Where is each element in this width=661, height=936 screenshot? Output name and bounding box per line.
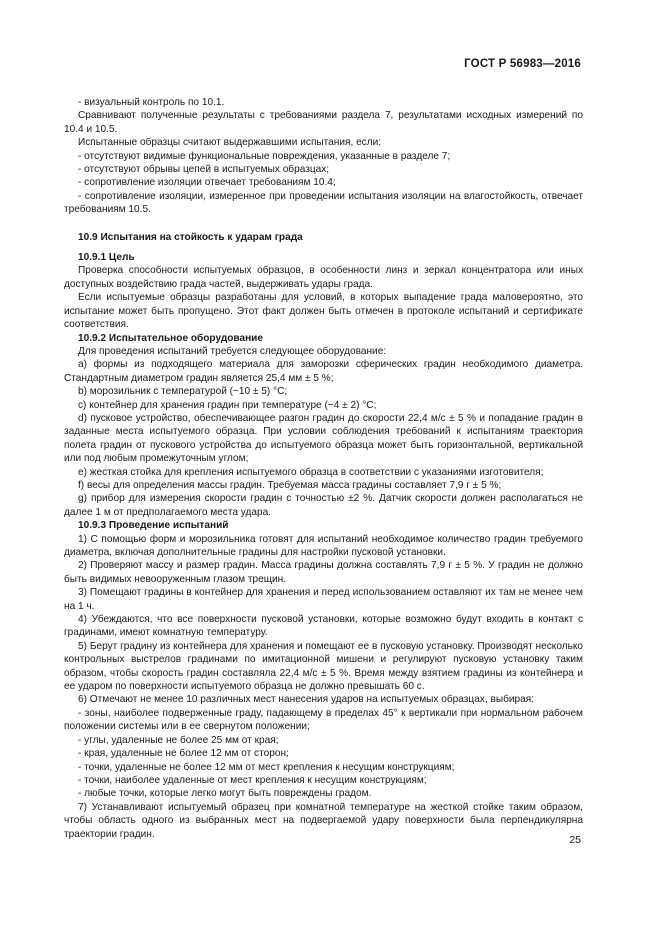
list-item: - зоны, наиболее подверженные граду, падающему в пределах 45° к вертикали при нормальном рабочем положении системы или в ее свернутом положении; [64,707,583,733]
subsection-heading: 10.9.2 Испытательное оборудование [78,332,263,344]
list-item: e) жесткая стойка для крепления испытуемого образца в соответствии с указаниями изготовителя; [78,466,544,478]
list-item: - любые точки, которые легко могут быть повреждены градом. [78,788,372,800]
list-item: - сопротивление изоляции, измеренное при проведении испытания изоляции на влагостойкость, отвечает требованиям 10.5. [64,190,583,216]
list-item: 7) Устанавливают испытуемый образец при комнатной температуре на жесткой стойке таким образом, чтобы область одного из выбранных мест на подвергаемой удару поверхности была перпендикулярна траектории градин. [64,801,583,840]
paragraph: Если испытуемые образцы разработаны для условий, в которых выпадение града маловероятно, это испытание может быть пропущено. Этот факт должен быть отмечен в протоколе испытаний и сертификате соответствия. [64,292,583,331]
paragraph: Проверка способности испытуемых образцов, в особенности линз и зеркал концентратора или иных доступных воздействию града частей, выдерживать удары града. [64,265,583,290]
page-number: 25 [569,834,581,846]
page-body [64,96,583,841]
list-item: g) прибор для измерения скорости градин с точностью ±2 %. Датчик скорости должен располагаться не далее 1 м от предполагаемого места удара. [64,493,583,518]
paragraph: Испытанные образцы считают выдержавшими испытания, если: [78,137,382,149]
list-item: d) пусковое устройство, обеспечивающее разгон градин до скорости 22,4 м/с ± 5 % и попадание градин в заданные места испытуемого образца. При условии соблюдения требований к испытаниям траектория полета градин от пускового устройства до испытуемого образца может быть горизонтальной, вертикальной или под любым промежуточным углом; [64,412,583,465]
list-item: - сопротивление изоляции отвечает требованиям 10.4; [78,177,336,189]
list-item: - отсутствуют видимые функциональные повреждения, указанные в разделе 7; [78,150,451,162]
paragraph: Сравнивают полученные результаты с требованиями раздела 7, результатами исходных измерений по 10.4 и 10.5. [64,110,583,135]
list-item: f) весы для определения массы градин. Требуемая масса градины составляет 7,9 г ± 5 %; [78,479,502,491]
list-item: 5) Берут градину из контейнера для хранения и помещают ее в пусковую установку. Производят несколько контрольных выстрелов градинами по имитационной мишени и регулируют пусковую установку таким образом, чтобы скорость градин составляла 22,4 м/с ± 5 %. Время между взятием градины из контейнера и ее ударом по поверхности испытуемого образца не должно превышать 60 с. [64,640,583,693]
list-item: - края, удаленные не более 12 мм от сторон; [78,748,289,760]
list-item: 3) Помещают градины в контейнер для хранения и перед использованием оставляют их там не менее чем на 1 ч. [64,587,583,612]
list-item: 6) Отмечают не менее 10 различных мест нанесения ударов на испытуемых образцах, выбирая: [78,694,535,706]
list-item: 2) Проверяют массу и размер градин. Масса градины должна составлять 7,9 г ± 5 %. У градин не должно быть видимых невооруженным глазом трещин. [64,560,583,585]
paragraph: Для проведения испытаний требуется следующее оборудование: [78,345,387,357]
list-item: 1) С помощью форм и морозильника готовят для испытаний необходимое количество градин требуемого диаметра, включая дополнительные градины для настройки пусковой установки. [64,533,583,558]
subsection-heading: 10.9.3 Проведение испытаний [78,520,229,532]
document-code: ГОСТ Р 56983—2016 [464,58,581,70]
subsection-heading: 10.9.1 Цель [78,252,135,264]
list-item: c) контейнер для хранения градин при температуре (−4 ± 2) °С; [78,399,377,411]
list-item: а) формы из подходящего материала для заморозки сферических градин необходимого диаметра. Стандартным диаметром градин является 25,4 мм ± 5 %; [64,359,583,384]
list-item: - отсутствуют обрывы цепей в испытуемых образцах; [78,164,330,176]
list-item: - точки, наиболее удаленные от мест крепления к несущим конструкциям; [78,774,427,786]
paragraph: - визуальный контроль по 10.1. [78,97,225,108]
list-item: b) морозильник с температурой (−10 ± 5) °С; [78,386,288,398]
list-item: 4) Убеждаются, что все поверхности пусковой установки, которые возможно будут входить в контакт с градинами, имеют комнатную температуру. [64,614,583,639]
list-item: - точки, удаленные не более 12 мм от мест крепления к несущим конструкциям; [78,761,455,773]
section-heading: 10.9 Испытания на стойкость к ударам града [78,231,303,243]
list-item: - углы, удаленные не более 25 мм от края; [78,734,279,746]
